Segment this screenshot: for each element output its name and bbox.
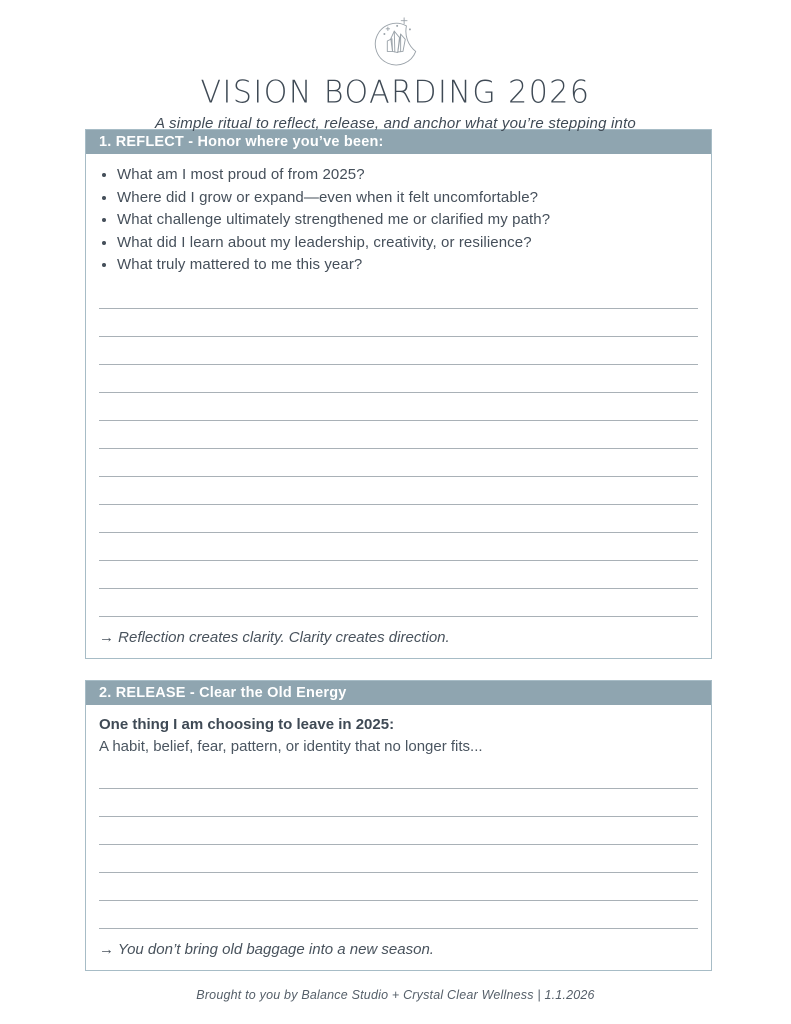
writing-line	[99, 589, 698, 617]
section-reflect-header: 1. REFLECT - Honor where you’ve been:	[86, 130, 711, 154]
writing-line	[99, 421, 698, 449]
question-bullet-item: • What challenge ultimately strengthened me or clarified my path?	[117, 209, 698, 232]
writing-line	[99, 309, 698, 337]
writing-line	[99, 561, 698, 589]
release-prompt-subtext: A habit, belief, fear, pattern, or identity that no longer fits...	[99, 737, 483, 755]
writing-line	[99, 789, 698, 817]
section-release-body	[86, 705, 711, 970]
question-bullet-item: • What did I learn about my leadership, creativity, or resilience?	[117, 232, 698, 255]
release-takeaway: → You don’t bring old baggage into a new season.	[99, 940, 434, 958]
writing-line	[99, 817, 698, 845]
crystal-moon-logo-icon	[364, 12, 428, 70]
writing-line	[99, 393, 698, 421]
release-writing-lines	[99, 761, 698, 929]
section-release-header: 2. RELEASE - Clear the Old Energy	[86, 681, 711, 705]
section-release	[85, 680, 712, 971]
release-prompt: One thing I am choosing to leave in 2025:	[99, 715, 395, 733]
writing-line	[99, 761, 698, 789]
writing-line	[99, 873, 698, 901]
writing-line	[99, 505, 698, 533]
writing-line	[99, 337, 698, 365]
reflect-writing-lines	[99, 281, 698, 617]
writing-line	[99, 281, 698, 309]
question-bullet-item: • What am I most proud of from 2025?	[117, 164, 698, 187]
page-subtitle: A simple ritual to reflect, release, and anchor what you’re stepping into	[155, 115, 636, 132]
question-bullet-item: • What truly mattered to me this year?	[117, 254, 698, 277]
question-bullet-item: • Where did I grow or expand—even when it felt uncomfortable?	[117, 187, 698, 210]
page-title: VISION BOARDING 2026	[200, 74, 591, 111]
writing-line	[99, 901, 698, 929]
section-reflect-body	[86, 154, 711, 658]
writing-line	[99, 845, 698, 873]
writing-line	[99, 533, 698, 561]
writing-line	[99, 477, 698, 505]
writing-line	[99, 365, 698, 393]
section-reflect	[85, 129, 712, 659]
reflect-question-list	[99, 164, 698, 277]
page-header	[0, 0, 791, 132]
reflect-takeaway: → Reflection creates clarity. Clarity creates direction.	[99, 628, 450, 646]
footer-credit: Brought to you by Balance Studio + Crystal Clear Wellness | 1.1.2026	[196, 987, 595, 1002]
writing-line	[99, 449, 698, 477]
